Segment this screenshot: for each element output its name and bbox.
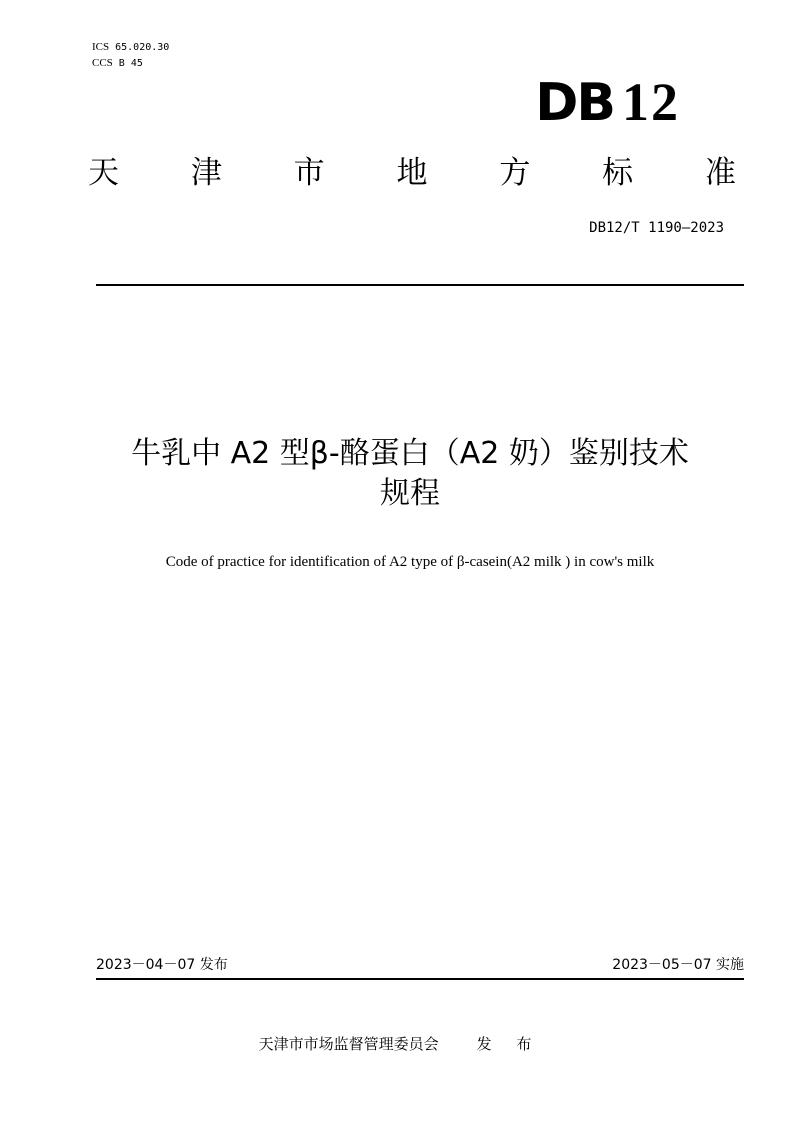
standard-number: DB12/T 1190—2023 <box>589 220 724 236</box>
title-zh-line-2: 规程 <box>380 476 440 511</box>
ccs-label: CCS <box>92 57 113 69</box>
local-standard-char: 标 <box>602 155 634 191</box>
ics-label: ICS <box>92 41 110 53</box>
db-logo <box>535 74 680 131</box>
ics-code: 65.020.30 <box>115 42 170 53</box>
bottom-divider <box>96 978 744 980</box>
publisher-line <box>0 1033 800 1055</box>
local-standard-title <box>88 153 736 193</box>
issue-date: 2023－04－07 发布 <box>96 957 228 973</box>
ics-classification <box>92 40 169 55</box>
document-title-en: Code of practice for identification of A2 type of β-casein(A2 milk ) in cow's milk <box>165 554 655 570</box>
local-standard-char: 地 <box>396 155 428 191</box>
top-divider <box>96 284 744 286</box>
db-logo-number: 12 <box>622 72 680 132</box>
local-standard-char: 准 <box>704 155 736 191</box>
local-standard-char: 方 <box>499 155 531 191</box>
local-standard-char: 天 <box>88 155 119 191</box>
local-standard-char: 津 <box>190 155 222 191</box>
publisher-name: 天津市市场监督管理委员会 <box>258 1035 439 1053</box>
publish-action: 发 布 <box>476 1035 542 1053</box>
ccs-classification <box>92 56 143 71</box>
implementation-date: 2023－05－07 实施 <box>612 957 744 973</box>
db-logo-prefix: DB <box>535 73 614 133</box>
title-zh-line-1: 牛乳中 A2 型β-酪蛋白（A2 奶）鉴别技术 <box>131 436 689 471</box>
local-standard-char: 市 <box>293 155 325 191</box>
ccs-code: B 45 <box>118 58 143 69</box>
document-title-zh <box>60 434 760 514</box>
